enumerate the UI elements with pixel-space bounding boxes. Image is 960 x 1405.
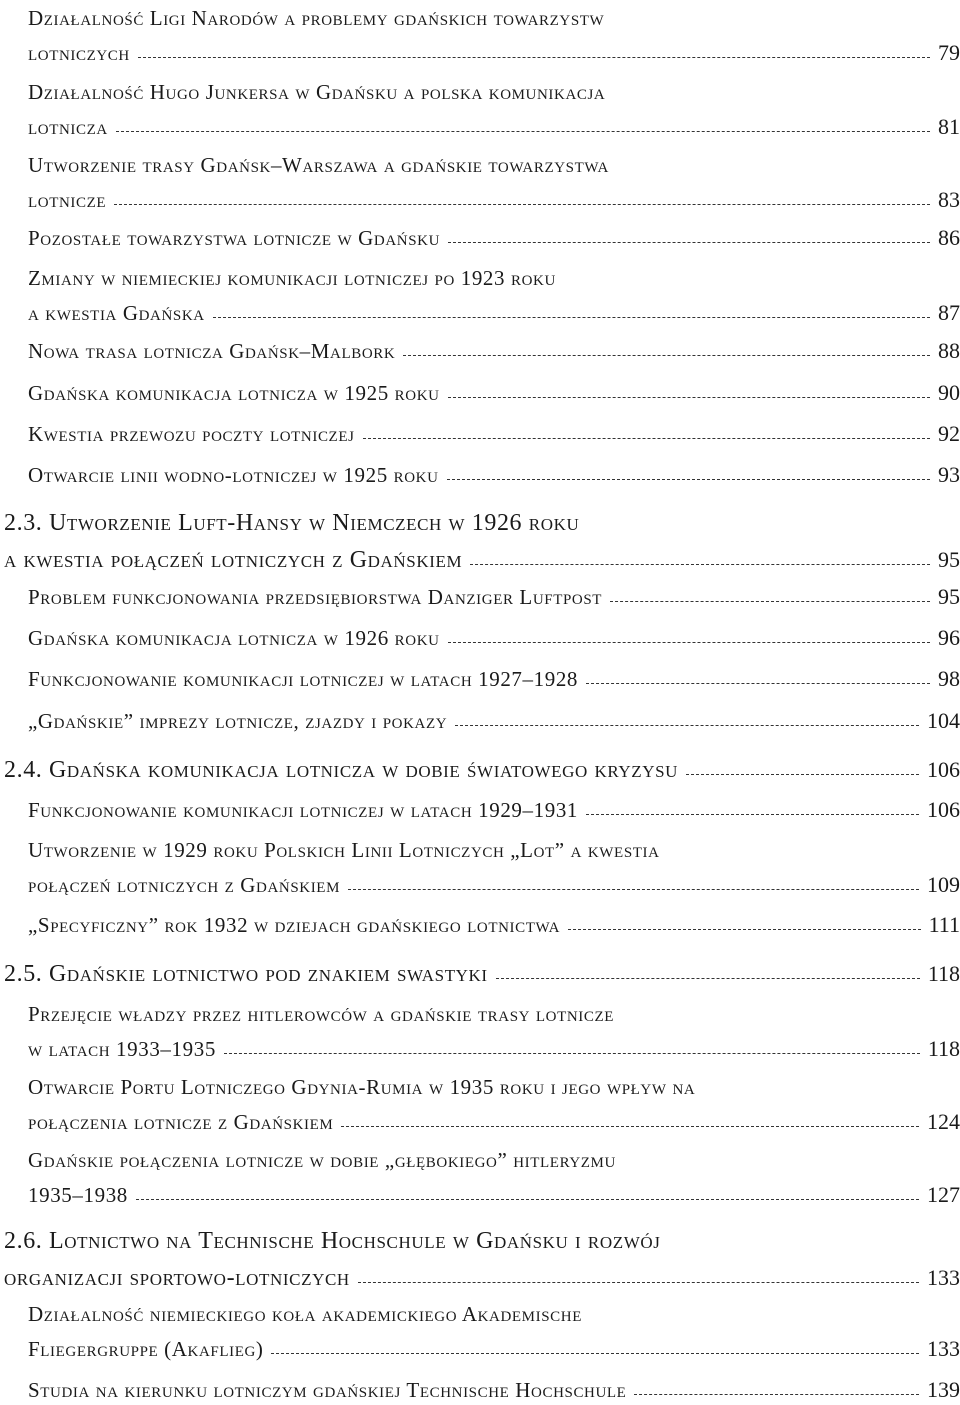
toc-entry-line (28, 1334, 960, 1364)
toc-entry-title: a kwestia połączeń lotniczych z Gdańskiem (4, 547, 463, 573)
toc-entry-line (28, 112, 960, 142)
toc-entry-title: 2.4. Gdańska komunikacja lotnicza w dobie światowego kryzysu (4, 757, 679, 783)
dot-leader (448, 242, 930, 243)
toc-entry-line (28, 1146, 960, 1175)
toc-entry-title: Gdańskie połączenia lotnicze w dobie „głębokiego” hitleryzmu (28, 1148, 616, 1172)
toc-entry-title: 2.3. Utworzenie Luft-Hansy w Niemczech w 1926 roku (4, 510, 580, 536)
toc-entry-line (28, 336, 960, 366)
page-number: 88 (938, 338, 960, 363)
page-number: 118 (927, 1036, 960, 1061)
toc-entry-title: Przejęcie władzy przez hitlerowców a gdańskie trasy lotnicze (28, 1002, 615, 1026)
toc-entry-title: Utworzenie trasy Gdańsk–Warszawa a gdańskie towarzystwa (28, 153, 609, 177)
toc-entry-line (4, 958, 960, 990)
toc-entry-line (4, 544, 960, 576)
toc-section[interactable] (4, 508, 960, 576)
toc-entry-title: Otwarcie linii wodno-lotniczej w 1925 roku (28, 463, 439, 487)
dot-leader (363, 438, 930, 439)
toc-entry-line (28, 38, 960, 68)
page-number: 98 (938, 666, 960, 691)
toc-entry[interactable] (28, 151, 960, 215)
toc-entry-line (28, 1034, 960, 1064)
toc-entry-title: Pozostałe towarzystwa lotnicze w Gdańsku (28, 226, 440, 250)
dot-leader (634, 1394, 919, 1395)
page-number: 133 (927, 1336, 960, 1361)
dot-leader (348, 889, 919, 890)
toc-entry[interactable] (28, 223, 960, 253)
dot-leader (271, 1353, 919, 1354)
page-number: 127 (927, 1182, 960, 1207)
toc-entry[interactable] (28, 264, 960, 328)
page-number: 93 (938, 462, 960, 487)
dot-leader (341, 1126, 919, 1127)
toc-entry[interactable] (28, 706, 960, 736)
toc-entry-line (28, 1107, 960, 1137)
toc-entry-line (28, 298, 960, 328)
dot-leader (213, 317, 930, 318)
page-number: 86 (938, 225, 960, 250)
page-number: 109 (927, 872, 960, 897)
page-number: 106 (927, 797, 960, 822)
toc-entry-line (4, 508, 960, 539)
toc-entry[interactable] (28, 795, 960, 825)
page-number: 90 (938, 380, 960, 405)
toc-entry-title: Fliegergruppe (Akaflieg) (28, 1337, 264, 1361)
page-number: 79 (938, 40, 960, 65)
toc-entry-title: organizacji sportowo-lotniczych (4, 1265, 350, 1291)
toc-entry[interactable] (28, 664, 960, 694)
page-number: 87 (938, 300, 960, 325)
toc-entry-line (4, 1226, 960, 1257)
dot-leader (448, 642, 930, 643)
toc-entry-line (28, 623, 960, 653)
dot-leader (358, 1282, 919, 1283)
dot-leader (496, 978, 920, 979)
toc-entry-line (28, 151, 960, 180)
toc-entry-title: Działalność niemieckiego koła akademickiego Akademische (28, 1302, 582, 1326)
toc-entry-line (28, 582, 960, 612)
toc-entry-line (28, 1180, 960, 1210)
toc-entry-line (28, 836, 960, 865)
toc-entry-title: 2.5. Gdańskie lotnictwo pod znakiem swastyki (4, 961, 488, 987)
toc-entry[interactable] (28, 460, 960, 490)
toc-entry-line (28, 460, 960, 490)
toc-entry-line (28, 1300, 960, 1329)
toc-entry-title: 2.6. Lotnictwo na Technische Hochschule w Gdańsku i rozwój (4, 1228, 661, 1254)
toc-entry-line (28, 1000, 960, 1029)
toc-entry-line (28, 1375, 960, 1405)
toc-entry-line (28, 4, 960, 33)
dot-leader (568, 929, 921, 930)
toc-entry[interactable] (28, 419, 960, 449)
toc-section[interactable] (4, 754, 960, 786)
page-number: 96 (938, 625, 960, 650)
toc-entry[interactable] (28, 1000, 960, 1064)
toc-section[interactable] (4, 1226, 960, 1294)
toc-entry[interactable] (28, 836, 960, 900)
toc-entry-title: Gdańska komunikacja lotnicza w 1926 roku (28, 626, 440, 650)
toc-entry-title: Problem funkcjonowania przedsiębiorstwa Danziger Luftpost (28, 585, 603, 609)
toc-entry-title: „Specyficzny” rok 1932 w dziejach gdańskiego lotnictwa (28, 913, 561, 937)
toc-entry-line (28, 870, 960, 900)
dot-leader (586, 683, 930, 684)
page-number: 106 (927, 757, 960, 782)
page-number: 95 (938, 584, 960, 609)
toc-entry-title: połączenia lotnicze z Gdańskiem (28, 1110, 334, 1134)
toc-entry-title: a kwestia Gdańska (28, 301, 205, 325)
toc-entry-title: w latach 1933–1935 (28, 1037, 216, 1061)
toc-entry-title: Otwarcie Portu Lotniczego Gdynia-Rumia w 1935 roku i jego wpływ na (28, 1075, 696, 1099)
toc-entry-line (28, 223, 960, 253)
toc-entry[interactable] (28, 378, 960, 408)
toc-entry-line (28, 795, 960, 825)
dot-leader (470, 564, 930, 565)
toc-entry-title: lotniczych (28, 41, 130, 65)
toc-entry-title: Działalność Hugo Junkersa w Gdańsku a polska komunikacja (28, 80, 606, 104)
dot-leader (448, 397, 930, 398)
toc-entry[interactable] (28, 336, 960, 366)
dot-leader (447, 479, 930, 480)
toc-entry-title: Utworzenie w 1929 roku Polskich Linii Lotniczych „Lot” a kwestia (28, 838, 660, 862)
dot-leader (455, 725, 919, 726)
toc-entry-line (4, 754, 960, 786)
toc-entry-title: Funkcjonowanie komunikacji lotniczej w latach 1929–1931 (28, 798, 579, 822)
toc-entry[interactable] (28, 910, 960, 940)
dot-leader (403, 355, 930, 356)
toc-entry[interactable] (28, 1300, 960, 1364)
page-number: 83 (938, 187, 960, 212)
toc-entry-line (28, 419, 960, 449)
toc-entry[interactable] (28, 582, 960, 612)
page-number: 95 (938, 547, 960, 572)
toc-entry-line (28, 706, 960, 736)
dot-leader (686, 774, 919, 775)
page-number: 133 (927, 1265, 960, 1290)
page-number: 92 (938, 421, 960, 446)
toc-entry-title: 1935–1938 (28, 1183, 128, 1207)
page-number: 124 (927, 1109, 960, 1134)
toc-entry[interactable] (28, 1146, 960, 1210)
toc-entry-title: Studia na kierunku lotniczym gdańskiej Technische Hochschule (28, 1378, 627, 1402)
dot-leader (136, 1199, 919, 1200)
toc-entry[interactable] (28, 4, 960, 68)
page-number: 139 (927, 1377, 960, 1402)
toc-entry-line (28, 910, 960, 940)
toc-entry-title: połączeń lotniczych z Gdańskiem (28, 873, 341, 897)
toc-entry-line (28, 78, 960, 107)
toc-entry[interactable] (28, 623, 960, 653)
toc-entry[interactable] (28, 78, 960, 142)
toc-entry-line (28, 664, 960, 694)
toc-section[interactable] (4, 958, 960, 990)
dot-leader (610, 601, 930, 602)
page-number: 118 (927, 961, 960, 986)
toc-entry[interactable] (28, 1375, 960, 1405)
toc-entry-line (28, 378, 960, 408)
toc-entry-line (28, 1073, 960, 1102)
page-number: 104 (927, 708, 960, 733)
toc-entry-title: Gdańska komunikacja lotnicza w 1925 roku (28, 381, 440, 405)
toc-entry-title: „Gdańskie” imprezy lotnicze, zjazdy i pokazy (28, 709, 448, 733)
dot-leader (116, 131, 930, 132)
dot-leader (114, 204, 930, 205)
toc-entry-title: lotnicza (28, 115, 108, 139)
toc-entry-title: lotnicze (28, 188, 107, 212)
toc-entry[interactable] (28, 1073, 960, 1137)
dot-leader (586, 814, 919, 815)
toc-entry-line (28, 264, 960, 293)
toc-entry-title: Nowa trasa lotnicza Gdańsk–Malbork (28, 339, 396, 363)
page-number: 81 (938, 114, 960, 139)
page-number: 111 (928, 912, 960, 937)
dot-leader (138, 57, 930, 58)
toc-entry-title: Kwestia przewozu poczty lotniczej (28, 422, 355, 446)
toc-entry-line (4, 1262, 960, 1294)
toc-entry-line (28, 185, 960, 215)
toc-entry-title: Zmiany w niemieckiej komunikacji lotniczej po 1923 roku (28, 266, 556, 290)
dot-leader (224, 1053, 920, 1054)
toc-entry-title: Działalność Ligi Narodów a problemy gdańskich towarzystw (28, 6, 605, 30)
toc-entry-title: Funkcjonowanie komunikacji lotniczej w latach 1927–1928 (28, 667, 579, 691)
